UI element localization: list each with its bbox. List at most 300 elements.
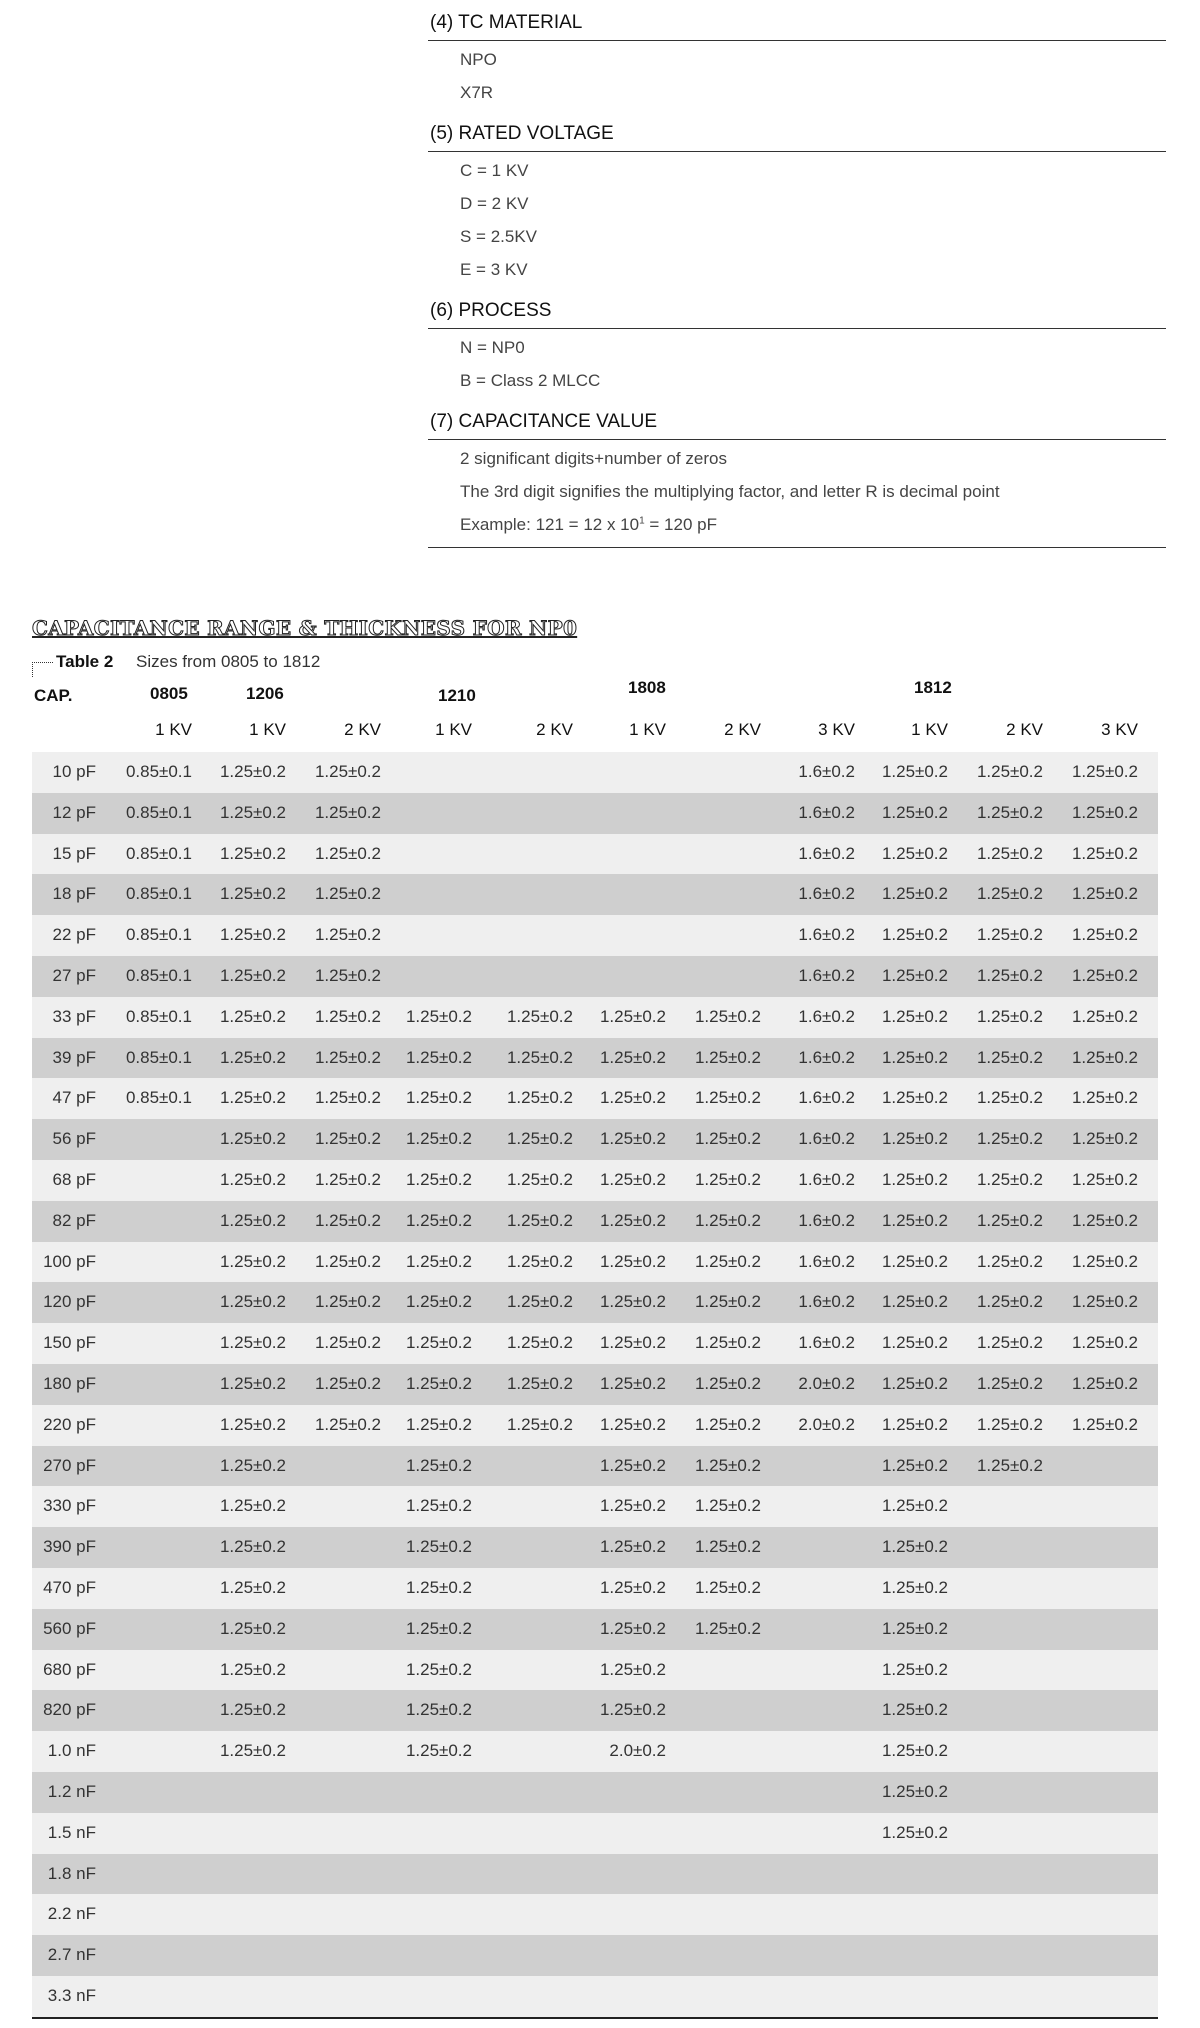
- thickness-cell: 1.25±0.2: [506, 1210, 573, 1230]
- thickness-cell: 1.25±0.2: [976, 843, 1043, 863]
- thickness-cell: 1.6±0.2: [798, 1047, 855, 1067]
- thickness-cell: 0.85±0.1: [125, 965, 192, 985]
- thickness-cell: 1.25±0.2: [219, 1088, 286, 1108]
- thickness-cell: 0.85±0.1: [125, 884, 192, 904]
- thickness-cell: [293, 1894, 381, 1935]
- thickness-cell: [955, 1486, 1043, 1527]
- thickness-cell: [767, 1731, 855, 1772]
- caption-label: Table 2: [56, 652, 114, 671]
- thickness-cell: [104, 1527, 192, 1568]
- thickness-cell: [673, 915, 761, 956]
- thickness-cell: 1.6±0.2: [798, 1292, 855, 1312]
- thickness-cell: [104, 1650, 192, 1691]
- thickness-cell: [485, 752, 573, 793]
- thickness-cell: [955, 1527, 1043, 1568]
- thickness-cell: 1.25±0.2: [881, 1455, 948, 1475]
- thickness-cell: 1.25±0.2: [599, 1537, 666, 1557]
- thickness-cell: 1.25±0.2: [405, 1088, 472, 1108]
- cap-cell: 1.0 nF: [47, 1741, 96, 1761]
- thickness-cell: 1.25±0.2: [881, 1577, 948, 1597]
- thickness-cell: 1.25±0.2: [405, 1292, 472, 1312]
- thickness-cell: [578, 793, 666, 834]
- thickness-cell: [384, 1813, 472, 1854]
- thickness-cell: [955, 1976, 1043, 2017]
- voltage-header: 1 KV: [629, 720, 666, 739]
- thickness-cell: 1.6±0.2: [798, 965, 855, 985]
- thickness-cell: [485, 1690, 573, 1731]
- thickness-cell: 1.6±0.2: [798, 1169, 855, 1189]
- thickness-cell: 1.25±0.2: [881, 1659, 948, 1679]
- table-row: [32, 874, 1158, 915]
- thickness-cell: [767, 1527, 855, 1568]
- thickness-cell: [955, 1813, 1043, 1854]
- thickness-cell: [104, 1405, 192, 1446]
- thickness-cell: 1.25±0.2: [881, 1537, 948, 1557]
- table-row: [32, 1405, 1158, 1446]
- thickness-cell: [673, 1650, 761, 1691]
- thickness-cell: 1.25±0.2: [599, 1292, 666, 1312]
- thickness-cell: [578, 1854, 666, 1895]
- thickness-cell: [767, 1894, 855, 1935]
- thickness-cell: 1.25±0.2: [1071, 802, 1138, 822]
- thickness-cell: 1.25±0.2: [314, 843, 381, 863]
- thickness-cell: [485, 1527, 573, 1568]
- section-item: X7R: [460, 83, 494, 102]
- thickness-cell: [293, 1650, 381, 1691]
- thickness-cell: 1.25±0.2: [506, 1088, 573, 1108]
- thickness-cell: [104, 1119, 192, 1160]
- thickness-cell: 1.25±0.2: [976, 1333, 1043, 1353]
- thickness-cell: 1.25±0.2: [219, 925, 286, 945]
- thickness-cell: 1.25±0.2: [1071, 1251, 1138, 1271]
- voltage-header: 2 KV: [344, 720, 381, 739]
- thickness-cell: [1050, 1976, 1138, 2017]
- thickness-cell: 1.25±0.2: [219, 1006, 286, 1026]
- thickness-cell: [293, 1568, 381, 1609]
- thickness-cell: 1.25±0.2: [506, 1169, 573, 1189]
- thickness-cell: 1.25±0.2: [506, 1333, 573, 1353]
- thickness-cell: 1.25±0.2: [976, 1006, 1043, 1026]
- cap-cell: 18 pF: [52, 884, 96, 904]
- thickness-cell: 1.6±0.2: [798, 1088, 855, 1108]
- cap-cell: 220 pF: [43, 1414, 96, 1434]
- thickness-cell: [673, 834, 761, 875]
- thickness-cell: [578, 1976, 666, 2017]
- thickness-cell: 2.0±0.2: [798, 1373, 855, 1393]
- thickness-cell: 1.25±0.2: [599, 1333, 666, 1353]
- thickness-cell: 0.85±0.1: [125, 762, 192, 781]
- thickness-cell: 1.25±0.2: [694, 1577, 761, 1597]
- cap-cell: 330 pF: [43, 1496, 96, 1516]
- table-row: [32, 1609, 1158, 1650]
- thickness-cell: 1.25±0.2: [1071, 1088, 1138, 1108]
- thickness-cell: [485, 915, 573, 956]
- section-heading: (6) PROCESS: [428, 294, 1166, 329]
- thickness-cell: [673, 874, 761, 915]
- example-exponent: 1: [639, 515, 645, 527]
- thickness-cell: 1.25±0.2: [976, 1169, 1043, 1189]
- thickness-cell: [384, 1976, 472, 2017]
- thickness-cell: 1.25±0.2: [1071, 1210, 1138, 1230]
- thickness-cell: [104, 1731, 192, 1772]
- thickness-cell: [384, 1854, 472, 1895]
- thickness-cell: 1.25±0.2: [881, 1169, 948, 1189]
- thickness-cell: [198, 1935, 286, 1976]
- voltage-header: 1 KV: [435, 720, 472, 739]
- table-row: [32, 1690, 1158, 1731]
- thickness-cell: [955, 1772, 1043, 1813]
- table-row: [32, 1078, 1158, 1119]
- thickness-cell: [198, 1976, 286, 2017]
- thickness-cell: 1.25±0.2: [506, 1129, 573, 1149]
- thickness-cell: 1.25±0.2: [599, 1088, 666, 1108]
- thickness-cell: 1.25±0.2: [405, 1047, 472, 1067]
- thickness-cell: 1.25±0.2: [506, 1047, 573, 1067]
- cap-cell: 27 pF: [52, 965, 96, 985]
- thickness-cell: [485, 834, 573, 875]
- thickness-cell: [384, 874, 472, 915]
- thickness-cell: [198, 1813, 286, 1854]
- thickness-cell: 1.25±0.2: [976, 884, 1043, 904]
- thickness-cell: [673, 1976, 761, 2017]
- thickness-cell: [673, 1935, 761, 1976]
- thickness-cell: [578, 1935, 666, 1976]
- thickness-cell: [860, 1894, 948, 1935]
- thickness-cell: 1.25±0.2: [976, 965, 1043, 985]
- thickness-cell: 1.6±0.2: [798, 762, 855, 781]
- thickness-cell: [767, 1650, 855, 1691]
- thickness-cell: 1.25±0.2: [694, 1169, 761, 1189]
- cap-header: CAP.: [34, 686, 73, 705]
- section-item: C = 1 KV: [460, 161, 529, 180]
- thickness-cell: [578, 915, 666, 956]
- thickness-cell: 1.25±0.2: [694, 1006, 761, 1026]
- thickness-cell: 1.25±0.2: [219, 1537, 286, 1557]
- thickness-cell: 1.25±0.2: [314, 1088, 381, 1108]
- thickness-cell: [485, 1486, 573, 1527]
- cap-cell: 47 pF: [52, 1088, 96, 1108]
- thickness-cell: [1050, 1446, 1138, 1487]
- thickness-cell: [955, 1609, 1043, 1650]
- thickness-cell: [767, 1772, 855, 1813]
- voltage-header: 2 KV: [536, 720, 573, 739]
- thickness-cell: 0.85±0.1: [125, 1088, 192, 1108]
- thickness-cell: [384, 956, 472, 997]
- section-heading: (7) CAPACITANCE VALUE: [428, 405, 1166, 440]
- table-row: [32, 1527, 1158, 1568]
- thickness-cell: 1.25±0.2: [881, 1333, 948, 1353]
- thickness-cell: 1.6±0.2: [798, 1333, 855, 1353]
- table-row: [32, 915, 1158, 956]
- thickness-cell: 1.25±0.2: [1071, 1169, 1138, 1189]
- thickness-cell: 1.25±0.2: [314, 1129, 381, 1149]
- caption-bracket: [32, 662, 53, 677]
- thickness-cell: [104, 1894, 192, 1935]
- thickness-cell: [485, 1935, 573, 1976]
- thickness-cell: [767, 1486, 855, 1527]
- thickness-cell: 1.25±0.2: [506, 1414, 573, 1434]
- thickness-cell: 1.25±0.2: [405, 1577, 472, 1597]
- thickness-cell: [860, 1854, 948, 1895]
- cap-cell: 680 pF: [43, 1659, 96, 1679]
- thickness-cell: 1.25±0.2: [881, 1414, 948, 1434]
- thickness-cell: 1.25±0.2: [599, 1129, 666, 1149]
- thickness-cell: [104, 1446, 192, 1487]
- thickness-cell: [673, 1731, 761, 1772]
- thickness-cell: 1.25±0.2: [314, 1292, 381, 1312]
- thickness-cell: 1.25±0.2: [405, 1006, 472, 1026]
- table-row: [32, 1772, 1158, 1813]
- table-row: [32, 1364, 1158, 1405]
- thickness-cell: 1.25±0.2: [219, 1741, 286, 1761]
- thickness-cell: [485, 1609, 573, 1650]
- thickness-cell: [198, 1894, 286, 1935]
- section-rated-voltage: [428, 117, 1166, 286]
- thickness-cell: [293, 1772, 381, 1813]
- thickness-cell: [384, 1935, 472, 1976]
- thickness-cell: [293, 1446, 381, 1487]
- thickness-cell: [384, 915, 472, 956]
- thickness-cell: 1.25±0.2: [599, 1700, 666, 1720]
- thickness-cell: [1050, 1772, 1138, 1813]
- thickness-cell: [104, 1813, 192, 1854]
- thickness-cell: 1.25±0.2: [694, 1210, 761, 1230]
- thickness-cell: 1.25±0.2: [599, 1210, 666, 1230]
- thickness-cell: [293, 1486, 381, 1527]
- table-row: [32, 1119, 1158, 1160]
- thickness-cell: [485, 1446, 573, 1487]
- thickness-cell: 1.6±0.2: [798, 802, 855, 822]
- thickness-cell: [293, 1976, 381, 2017]
- thickness-cell: 1.25±0.2: [881, 1047, 948, 1067]
- thickness-cell: 1.25±0.2: [976, 802, 1043, 822]
- thickness-cell: [485, 1650, 573, 1691]
- thickness-cell: [485, 1731, 573, 1772]
- thickness-cell: 1.25±0.2: [506, 1292, 573, 1312]
- thickness-cell: 1.25±0.2: [881, 1210, 948, 1230]
- thickness-cell: 1.25±0.2: [219, 1455, 286, 1475]
- table-row: [32, 1731, 1158, 1772]
- thickness-cell: 1.25±0.2: [976, 1373, 1043, 1393]
- voltage-header: 3 KV: [818, 720, 855, 739]
- thickness-cell: [384, 752, 472, 793]
- thickness-cell: 1.25±0.2: [1071, 1292, 1138, 1312]
- thickness-cell: [673, 1690, 761, 1731]
- thickness-cell: 1.25±0.2: [219, 802, 286, 822]
- section-heading: (4) TC MATERIAL: [428, 6, 1166, 41]
- thickness-cell: 1.25±0.2: [599, 1169, 666, 1189]
- table-row: [32, 752, 1158, 793]
- thickness-cell: [104, 1935, 192, 1976]
- thickness-cell: [955, 1568, 1043, 1609]
- thickness-cell: [1050, 1650, 1138, 1691]
- thickness-cell: 1.25±0.2: [219, 1333, 286, 1353]
- thickness-cell: 0.85±0.1: [125, 1047, 192, 1067]
- size-header-1210: 1210: [438, 686, 476, 705]
- cap-cell: 39 pF: [52, 1047, 96, 1067]
- thickness-cell: 1.25±0.2: [1071, 1333, 1138, 1353]
- thickness-cell: 1.25±0.2: [881, 1618, 948, 1638]
- thickness-cell: 0.85±0.1: [125, 925, 192, 945]
- thickness-cell: [104, 1772, 192, 1813]
- thickness-cell: [104, 1486, 192, 1527]
- thickness-cell: [104, 1160, 192, 1201]
- thickness-cell: 1.25±0.2: [599, 1455, 666, 1475]
- thickness-cell: 1.25±0.2: [694, 1129, 761, 1149]
- thickness-cell: [293, 1813, 381, 1854]
- thickness-cell: 1.25±0.2: [1071, 1006, 1138, 1026]
- table-row: [32, 1038, 1158, 1079]
- cap-cell: 2.7 nF: [47, 1945, 96, 1965]
- thickness-cell: 1.25±0.2: [881, 1741, 948, 1761]
- thickness-cell: 1.25±0.2: [881, 965, 948, 985]
- thickness-cell: 1.25±0.2: [694, 1455, 761, 1475]
- cap-cell: 560 pF: [43, 1618, 96, 1638]
- thickness-cell: 1.25±0.2: [314, 884, 381, 904]
- thickness-cell: [485, 1568, 573, 1609]
- section-capacitance-value: [428, 405, 1166, 548]
- thickness-cell: 1.25±0.2: [694, 1088, 761, 1108]
- thickness-cell: 1.25±0.2: [219, 762, 286, 781]
- thickness-cell: 1.25±0.2: [1071, 884, 1138, 904]
- thickness-cell: 1.25±0.2: [694, 1537, 761, 1557]
- thickness-cell: 1.25±0.2: [405, 1537, 472, 1557]
- table-row: [32, 1568, 1158, 1609]
- thickness-cell: 1.25±0.2: [405, 1659, 472, 1679]
- thickness-cell: [485, 874, 573, 915]
- cap-cell: 150 pF: [43, 1333, 96, 1353]
- thickness-cell: [485, 956, 573, 997]
- thickness-cell: 1.25±0.2: [881, 884, 948, 904]
- thickness-cell: 1.6±0.2: [798, 1251, 855, 1271]
- thickness-cell: 1.25±0.2: [881, 1006, 948, 1026]
- thickness-cell: [955, 1854, 1043, 1895]
- thickness-cell: [955, 1690, 1043, 1731]
- thickness-cell: 1.25±0.2: [599, 1047, 666, 1067]
- cap-cell: 100 pF: [43, 1251, 96, 1271]
- section-item: E = 3 KV: [460, 260, 528, 279]
- thickness-cell: [1050, 1568, 1138, 1609]
- thickness-cell: 1.25±0.2: [881, 1251, 948, 1271]
- section-item: The 3rd digit signifies the multiplying factor, and letter R is decimal point: [460, 482, 1000, 501]
- thickness-cell: 1.25±0.2: [694, 1047, 761, 1067]
- thickness-cell: 1.25±0.2: [694, 1292, 761, 1312]
- thickness-cell: [673, 1854, 761, 1895]
- thickness-cell: [1050, 1813, 1138, 1854]
- thickness-cell: 1.25±0.2: [599, 1496, 666, 1516]
- thickness-cell: 1.25±0.2: [599, 1251, 666, 1271]
- thickness-cell: [955, 1731, 1043, 1772]
- thickness-cell: 1.25±0.2: [694, 1496, 761, 1516]
- thickness-cell: 1.25±0.2: [599, 1006, 666, 1026]
- thickness-cell: 1.25±0.2: [219, 1496, 286, 1516]
- thickness-cell: [485, 793, 573, 834]
- thickness-cell: [104, 1690, 192, 1731]
- thickness-cell: [104, 1282, 192, 1323]
- thickness-cell: [485, 1976, 573, 2017]
- thickness-cell: 1.25±0.2: [405, 1169, 472, 1189]
- thickness-cell: 1.25±0.2: [881, 762, 948, 781]
- thickness-cell: 1.25±0.2: [599, 1577, 666, 1597]
- thickness-cell: 1.6±0.2: [798, 884, 855, 904]
- thickness-cell: 1.25±0.2: [314, 1006, 381, 1026]
- thickness-cell: 1.25±0.2: [976, 925, 1043, 945]
- thickness-cell: 1.25±0.2: [599, 1618, 666, 1638]
- thickness-cell: 1.6±0.2: [798, 1210, 855, 1230]
- size-header-1206: 1206: [246, 684, 284, 703]
- cap-cell: 3.3 nF: [47, 1985, 96, 2005]
- thickness-cell: 1.25±0.2: [314, 1333, 381, 1353]
- table-row: [32, 997, 1158, 1038]
- size-header-1812: 1812: [914, 678, 952, 697]
- thickness-cell: 1.25±0.2: [405, 1129, 472, 1149]
- voltage-header: 3 KV: [1101, 720, 1138, 739]
- section-item: S = 2.5KV: [460, 227, 538, 246]
- section-item: B = Class 2 MLCC: [460, 371, 601, 390]
- thickness-cell: [955, 1894, 1043, 1935]
- table-row: [32, 1323, 1158, 1364]
- thickness-cell: [578, 956, 666, 997]
- cap-cell: 56 pF: [52, 1129, 96, 1149]
- cap-cell: 1.5 nF: [47, 1822, 96, 1842]
- thickness-cell: 1.25±0.2: [976, 1047, 1043, 1067]
- thickness-cell: [955, 1935, 1043, 1976]
- caption-text: Sizes from 0805 to 1812: [136, 652, 321, 671]
- thickness-cell: 1.25±0.2: [314, 1047, 381, 1067]
- thickness-cell: 1.25±0.2: [694, 1373, 761, 1393]
- section-tc-material: [428, 6, 1166, 109]
- thickness-cell: 1.25±0.2: [1071, 1129, 1138, 1149]
- thickness-cell: 1.25±0.2: [314, 1251, 381, 1271]
- thickness-cell: [578, 1894, 666, 1935]
- thickness-cell: 1.25±0.2: [219, 1047, 286, 1067]
- thickness-cell: [578, 874, 666, 915]
- thickness-cell: [1050, 1731, 1138, 1772]
- thickness-cell: [198, 1854, 286, 1895]
- thickness-cell: 1.25±0.2: [219, 884, 286, 904]
- thickness-cell: 1.25±0.2: [314, 1414, 381, 1434]
- table-row: [32, 1242, 1158, 1283]
- thickness-cell: 1.6±0.2: [798, 843, 855, 863]
- thickness-cell: 1.25±0.2: [881, 1373, 948, 1393]
- thickness-cell: 0.85±0.1: [125, 1006, 192, 1026]
- thickness-cell: [578, 752, 666, 793]
- thickness-cell: 1.25±0.2: [219, 843, 286, 863]
- section-item: NPO: [460, 50, 497, 69]
- thickness-cell: 1.25±0.2: [314, 1373, 381, 1393]
- thickness-cell: [1050, 1486, 1138, 1527]
- thickness-cell: [578, 1813, 666, 1854]
- thickness-cell: [673, 1813, 761, 1854]
- thickness-cell: 1.25±0.2: [219, 1251, 286, 1271]
- thickness-cell: [860, 1935, 948, 1976]
- thickness-cell: [673, 752, 761, 793]
- thickness-cell: 1.25±0.2: [219, 1373, 286, 1393]
- thickness-cell: [767, 1568, 855, 1609]
- thickness-cell: 1.25±0.2: [314, 1210, 381, 1230]
- thickness-cell: 1.25±0.2: [405, 1333, 472, 1353]
- thickness-cell: 1.25±0.2: [219, 1129, 286, 1149]
- thickness-cell: [1050, 1935, 1138, 1976]
- thickness-cell: 1.25±0.2: [314, 925, 381, 945]
- table-row: [32, 793, 1158, 834]
- cap-cell: 33 pF: [52, 1006, 96, 1026]
- thickness-cell: [104, 1976, 192, 2017]
- thickness-cell: 1.25±0.2: [881, 1781, 948, 1801]
- table-row: [32, 1486, 1158, 1527]
- thickness-cell: [1050, 1690, 1138, 1731]
- cap-cell: 120 pF: [43, 1292, 96, 1312]
